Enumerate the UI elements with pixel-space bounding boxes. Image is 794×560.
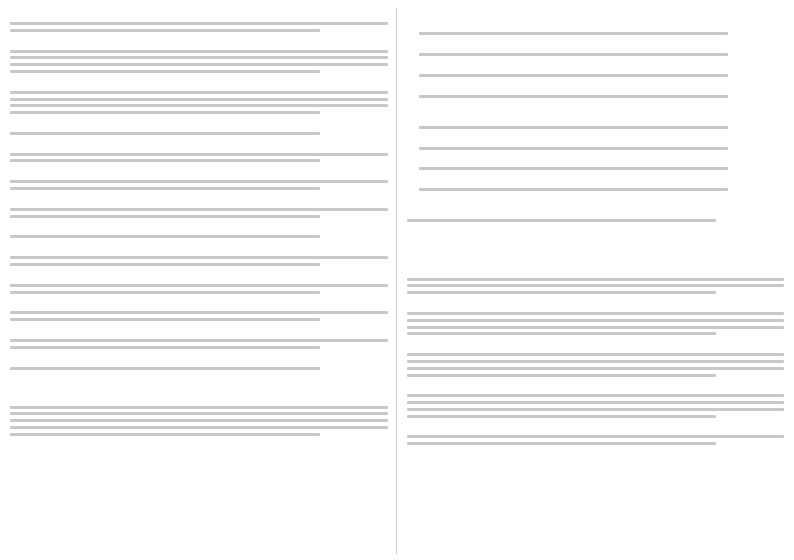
text-line — [10, 29, 320, 32]
classical-paragraph — [407, 298, 785, 308]
answer-option — [413, 18, 785, 28]
text-line — [10, 98, 388, 101]
text1-block — [10, 8, 388, 373]
classical-paragraph — [407, 421, 785, 431]
text1-paragraph — [10, 194, 388, 204]
classical-paragraph — [407, 339, 785, 349]
text-line — [10, 433, 320, 436]
text-line — [419, 167, 729, 170]
text-line — [10, 256, 388, 259]
text-line — [407, 319, 785, 322]
subsection-1-title — [407, 241, 785, 252]
classical-text-block — [407, 264, 785, 449]
left-column — [10, 8, 397, 554]
answer-option — [413, 174, 785, 184]
reading-instruction — [407, 253, 785, 263]
text-line — [407, 394, 785, 397]
text-line — [10, 318, 320, 321]
text-line — [10, 187, 320, 190]
answer-option — [413, 476, 785, 486]
text-line — [407, 332, 717, 335]
text-line — [10, 406, 388, 409]
text-line — [407, 360, 785, 363]
text-line — [10, 346, 320, 349]
text2-label — [10, 379, 388, 389]
text-line — [10, 111, 320, 114]
text-line — [407, 408, 785, 411]
text1-paragraph — [10, 166, 388, 176]
question-6-stem — [407, 8, 785, 18]
text-line — [10, 22, 388, 25]
text-line — [10, 104, 388, 107]
text-line — [10, 63, 388, 66]
text-line — [10, 367, 320, 370]
text-line — [10, 153, 388, 156]
text-line — [10, 419, 388, 422]
text-line — [10, 291, 320, 294]
text-line — [10, 284, 388, 287]
text-line — [419, 74, 729, 77]
question-7-stem — [407, 102, 785, 112]
text1-paragraph — [10, 325, 388, 335]
text-line — [10, 235, 320, 238]
answer-option — [413, 81, 785, 91]
text-line — [407, 401, 785, 404]
answer-option — [413, 133, 785, 143]
text-line — [10, 56, 388, 59]
question-6-options — [407, 18, 785, 101]
text-line — [10, 426, 388, 429]
text1-paragraph — [10, 242, 388, 252]
section-2-title — [407, 228, 785, 239]
answer-option — [413, 39, 785, 49]
answer-option — [413, 60, 785, 70]
text-line — [407, 367, 785, 370]
question-10-options — [407, 465, 785, 486]
text1-paragraph — [10, 270, 388, 280]
text-line — [10, 180, 388, 183]
text1-paragraph — [10, 77, 388, 87]
text-line — [407, 442, 717, 445]
answer-option — [413, 465, 785, 475]
text2-paragraph — [10, 392, 388, 402]
text-line — [10, 311, 388, 314]
text-line — [407, 291, 717, 294]
text-line — [407, 435, 785, 438]
text-line — [10, 339, 388, 342]
classical-paragraph — [407, 264, 785, 274]
text-line — [10, 91, 388, 94]
text1-paragraph — [10, 353, 388, 363]
question-10-stem — [407, 455, 785, 465]
text-line — [419, 188, 729, 191]
text1-paragraph — [10, 36, 388, 46]
text-line — [407, 353, 785, 356]
question-7-options — [407, 112, 785, 195]
text-line — [407, 278, 785, 281]
text-line — [407, 312, 785, 315]
text-line — [419, 126, 729, 129]
text-line — [407, 284, 785, 287]
text-line — [10, 263, 320, 266]
question-9-stem — [407, 205, 785, 215]
text-line — [10, 159, 320, 162]
text-line — [10, 70, 320, 73]
text-line — [419, 147, 729, 150]
text-line — [10, 50, 388, 53]
text-line — [10, 208, 388, 211]
text-line — [419, 53, 729, 56]
text-line — [10, 132, 320, 135]
answer-option — [413, 153, 785, 163]
right-column — [407, 8, 785, 554]
text1-paragraph — [10, 8, 388, 18]
text2-block — [10, 392, 388, 440]
text-line — [407, 415, 717, 418]
classical-paragraph — [407, 380, 785, 390]
answer-option — [413, 112, 785, 122]
text1-paragraph — [10, 139, 388, 149]
text-line — [10, 215, 320, 218]
text-line — [10, 412, 388, 415]
text-line — [407, 374, 717, 377]
text1-paragraph — [10, 221, 388, 231]
text-line — [419, 95, 729, 98]
text1-paragraph — [10, 118, 388, 128]
question-8-stem — [407, 195, 785, 205]
text-line — [419, 32, 729, 35]
text-line — [407, 326, 785, 329]
text1-paragraph — [10, 297, 388, 307]
text-line — [407, 219, 717, 222]
